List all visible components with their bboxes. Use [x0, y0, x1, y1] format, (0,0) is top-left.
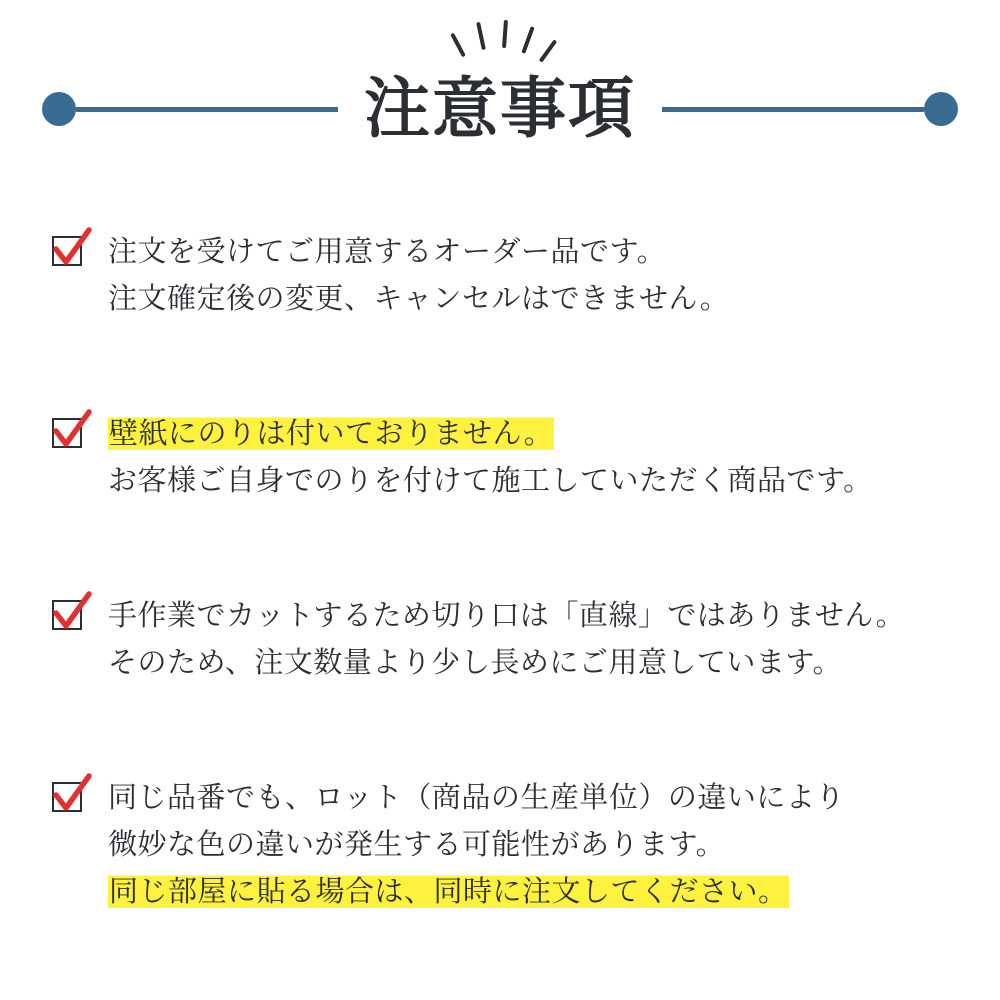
list-item	[52, 774, 960, 915]
checkbox-checked-icon	[52, 782, 86, 816]
list-item	[52, 228, 960, 322]
page-title: 注意事項	[364, 70, 636, 147]
page-header	[0, 0, 1000, 200]
title-rule-left	[42, 92, 338, 126]
sparkle-rays-icon	[0, 18, 1000, 64]
title-rule-right	[662, 92, 958, 126]
note-line-highlighted: 同じ部屋に貼る場合は、同時に注文してください。	[109, 873, 788, 908]
rule-line-right	[662, 107, 924, 112]
rule-line-left	[76, 107, 338, 112]
note-line: 注文確定後の変更、キャンセルはできません。	[108, 280, 730, 315]
note-line: 同じ品番でも、ロット（商品の生産単位）の違いにより	[108, 779, 845, 814]
note-line: そのため、注文数量より少し長めにご用意しています。	[108, 644, 843, 679]
list-item	[52, 410, 960, 504]
list-item-text	[108, 592, 960, 686]
list-item-text	[108, 228, 960, 322]
rule-dot-left	[42, 92, 76, 126]
title-row	[0, 64, 1000, 154]
note-line: 注文を受けてご用意するオーダー品です。	[108, 234, 667, 268]
note-line-highlighted: 壁紙にのりは付いておりません。	[109, 415, 554, 450]
list-item-text	[108, 410, 960, 504]
list-item	[52, 592, 960, 686]
notes-list	[52, 228, 960, 915]
list-item-text	[108, 774, 960, 915]
note-line: 微妙な色の違いが発生する可能性があります。	[108, 826, 726, 861]
checkbox-checked-icon	[52, 418, 86, 452]
note-line: 手作業でカットするため切り口は「直線」ではありません。	[108, 597, 906, 632]
note-line: お客様ご自身でのりを付けて施工していただく商品です。	[108, 462, 873, 497]
rule-dot-right	[924, 92, 958, 126]
checkbox-checked-icon	[52, 600, 86, 634]
checkbox-checked-icon	[52, 236, 86, 270]
